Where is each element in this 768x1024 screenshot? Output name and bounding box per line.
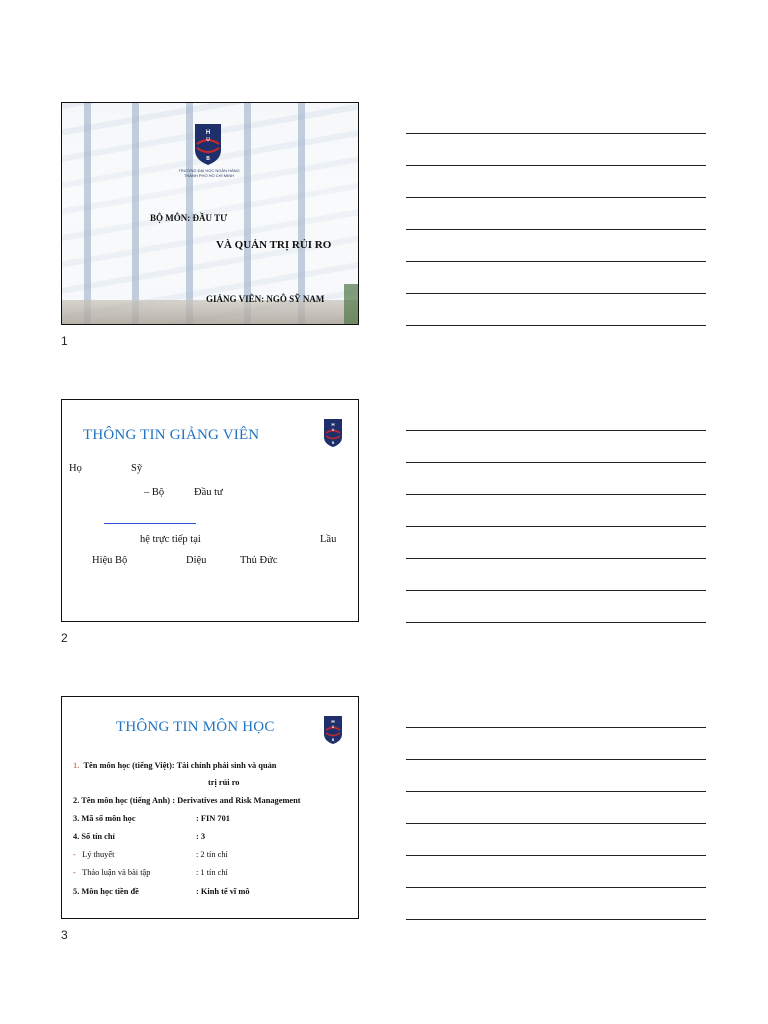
svg-text:U: U bbox=[206, 137, 210, 143]
text-ho: Họ bbox=[69, 463, 82, 474]
credits-value: : 3 bbox=[196, 832, 206, 841]
svg-text:B: B bbox=[331, 738, 335, 742]
svg-text:H: H bbox=[331, 422, 335, 427]
notes-lines[interactable] bbox=[406, 727, 706, 951]
university-shield-logo bbox=[323, 715, 343, 745]
course-code-label: 3. Mã số môn học bbox=[73, 814, 136, 823]
text-bo: – Bộ bbox=[144, 487, 165, 498]
university-shield-logo bbox=[323, 418, 343, 448]
logo-caption: TRƯỜNG ĐẠI HỌC NGÂN HÀNG THÀNH PHỐ HỒ CHÍ MINH bbox=[178, 168, 240, 178]
text-lau: Lầu bbox=[320, 534, 337, 545]
text-sy: Sỹ bbox=[131, 463, 143, 474]
department-label: BỘ MÔN: ĐẦU TƯ bbox=[150, 213, 228, 223]
slide-number: 3 bbox=[61, 928, 68, 942]
course-name-vi-cont: trị rủi ro bbox=[208, 778, 240, 787]
logo-text-top: H bbox=[205, 130, 211, 136]
course-title: VÀ QUẢN TRỊ RỦI RO bbox=[216, 239, 332, 251]
course-name-vi: 1. Tên môn học (tiếng Việt): Tài chính phái sinh và quản bbox=[73, 761, 277, 770]
svg-text:U: U bbox=[331, 428, 335, 432]
discussion-credits-value: : 1 tín chỉ bbox=[196, 868, 228, 877]
notes-lines[interactable] bbox=[406, 430, 706, 654]
theory-credits-label: - Lý thuyết bbox=[73, 850, 115, 859]
svg-text:H: H bbox=[331, 719, 335, 724]
text-hieubo: Hiệu Bộ bbox=[92, 555, 128, 566]
slide-number: 2 bbox=[61, 631, 68, 645]
university-shield-logo bbox=[193, 122, 223, 166]
slide-title: THÔNG TIN MÔN HỌC bbox=[116, 719, 275, 735]
text-thuduc: Thủ Đức bbox=[240, 555, 278, 566]
slide-3-thumbnail[interactable] bbox=[61, 696, 359, 919]
slide-number: 1 bbox=[61, 334, 68, 348]
email-link-underline[interactable] bbox=[104, 523, 196, 524]
course-name-en: 2. Tên môn học (tiếng Anh) : Derivatives and Risk Management bbox=[73, 796, 301, 805]
prerequisite-value: : Kinh tế vĩ mô bbox=[196, 887, 250, 896]
prerequisite-label: 5. Môn học tiền đề bbox=[73, 887, 139, 896]
text-dieu: Diệu bbox=[186, 555, 207, 566]
lecturer-name: GIẢNG VIÊN: NGÔ SỸ NAM bbox=[206, 294, 325, 304]
text-lienhe: hệ trực tiếp tại bbox=[140, 534, 201, 545]
slide-1-thumbnail[interactable] bbox=[61, 102, 359, 325]
credits-label: 4. Số tín chỉ bbox=[73, 832, 115, 841]
svg-text:B: B bbox=[331, 441, 335, 445]
slide-title: THÔNG TIN GIẢNG VIÊN bbox=[83, 427, 260, 443]
theory-credits-value: : 2 tín chỉ bbox=[196, 850, 228, 859]
course-code-value: : FIN 701 bbox=[196, 814, 230, 823]
slide-2-thumbnail[interactable] bbox=[61, 399, 359, 622]
notes-lines[interactable] bbox=[406, 133, 706, 357]
discussion-credits-label: - Thảo luận và bài tập bbox=[73, 868, 151, 877]
svg-text:U: U bbox=[331, 725, 335, 729]
svg-text:B: B bbox=[206, 156, 210, 162]
text-dautu: Đầu tư bbox=[194, 487, 223, 498]
